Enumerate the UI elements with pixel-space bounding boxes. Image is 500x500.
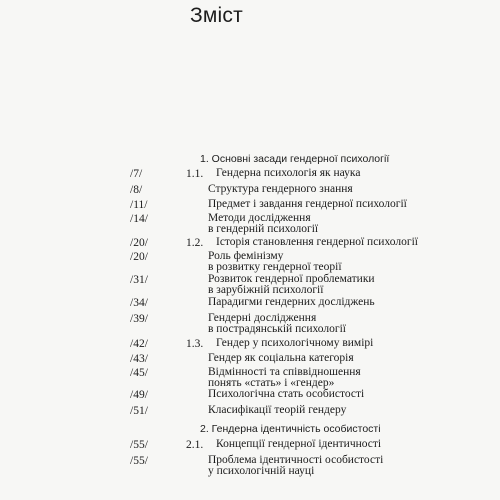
toc-page-number: /39/ <box>130 313 148 325</box>
toc-entry-title: Проблема ідентичності особистості у психологічній науці <box>208 454 384 477</box>
toc-page-number: /8/ <box>130 184 143 196</box>
toc-page-number: /31/ <box>130 274 148 286</box>
toc-entry-title: Психологічна стать особистості <box>208 388 365 400</box>
toc-page-number: /42/ <box>130 338 148 350</box>
toc-page-number: /20/ <box>130 237 148 249</box>
toc-page-number: /51/ <box>130 405 148 417</box>
toc-page-number: /45/ <box>130 367 148 379</box>
page-title: Зміст <box>190 4 243 27</box>
toc-page-number: /34/ <box>130 297 148 309</box>
toc-section-number: 1.3. <box>186 338 204 350</box>
toc-entry-title: Історія становлення гендерної психології <box>216 236 418 248</box>
chapter-heading: 2. Гендерна ідентичність особистості <box>200 423 381 435</box>
toc-page-number: /20/ <box>130 251 148 263</box>
toc-page-number: /11/ <box>130 199 148 211</box>
toc-entry-title: Парадигми гендерних досліджень <box>208 296 375 308</box>
toc-entry-title: Гендер у психологічному вимірі <box>216 337 374 349</box>
toc-entry-title: Структура гендерного знання <box>208 183 353 195</box>
toc-entry-title: Предмет і завдання гендерної психології <box>208 198 407 210</box>
toc-entry-title: Методи дослідження в гендерній психології <box>208 212 319 235</box>
chapter-heading: 1. Основні засади гендерної психології <box>200 153 390 165</box>
toc-entry-title: Розвиток гендерної проблематики в зарубіжній психології <box>208 273 375 296</box>
toc-page-number: /55/ <box>130 455 148 467</box>
toc-entry-title: Концепції гендерної ідентичності <box>216 438 382 450</box>
toc-entry-title: Гендерні дослідження в пострадянській психології <box>208 312 346 335</box>
toc-page-number: /49/ <box>130 389 148 401</box>
toc-page-number: /7/ <box>130 168 143 180</box>
toc-section-number: 1.1. <box>186 168 204 180</box>
toc-section-number: 2.1. <box>186 439 204 451</box>
toc-page-number: /14/ <box>130 213 148 225</box>
toc-entry-title: Класифікації теорій гендеру <box>208 404 347 416</box>
toc-page-number: /55/ <box>130 439 148 451</box>
toc-entry-title: Відмінності та співвідношення понять «стать» і «гендер» <box>208 366 361 389</box>
toc-page-number: /43/ <box>130 353 148 365</box>
toc-section-number: 1.2. <box>186 237 204 249</box>
toc-entry-title: Гендер як соціальна категорія <box>208 352 354 364</box>
toc-entry-title: Роль фемінізму в розвитку гендерної теорії <box>208 250 342 273</box>
toc-entry-title: Гендерна психологія як наука <box>216 167 361 179</box>
